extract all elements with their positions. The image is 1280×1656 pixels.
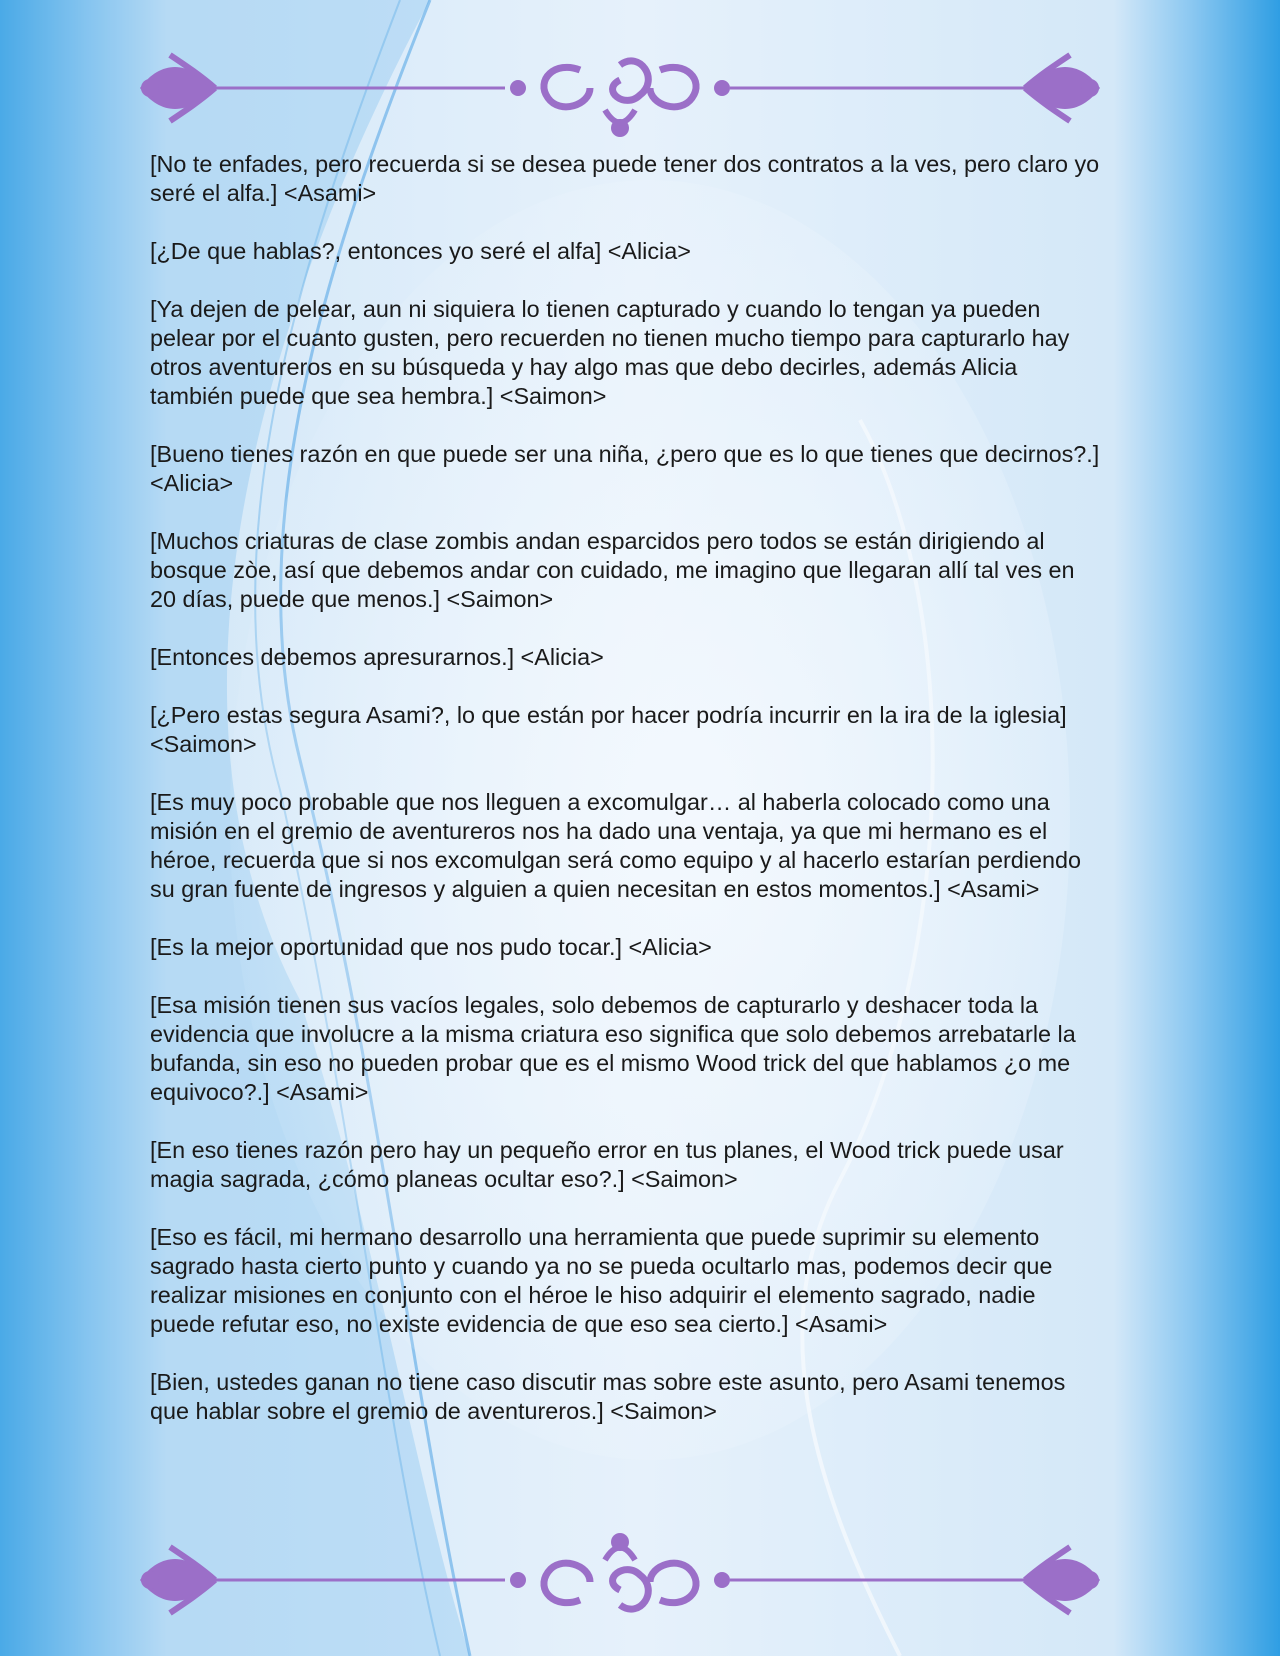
paragraph: [Bueno tienes razón en que puede ser una niña, ¿pero que es lo que tienes que decirnos?.] <Alicia> bbox=[150, 441, 1100, 496]
document-body bbox=[150, 150, 1100, 1455]
paragraph: [Eso es fácil, mi hermano desarrollo una herramienta que puede suprimir su elemento sagrado hasta cierto punto y cuando ya no se pueda ocultarlo mas, podemos decir que realizar misiones en conjunto con el héroe le hiso adquirir el elemento sagrado, nadie puede refutar eso, no existe evidencia de que eso sea cierto.] <Asami> bbox=[150, 1224, 1053, 1337]
paragraph: [¿De que hablas?, entonces yo seré el alfa] <Alicia> bbox=[150, 238, 691, 264]
paragraph: [Esa misión tienen sus vacíos legales, solo debemos de capturarlo y deshacer toda la evidencia que involucre a la misma criatura eso significa que solo debemos arrebatarle la bufanda, sin eso no pueden probar que es el mismo Wood trick del que hablamos ¿o me equivoco?.] <Asami> bbox=[150, 992, 1076, 1105]
paragraph: [Entonces debemos apresurarnos.] <Alicia> bbox=[150, 644, 604, 670]
paragraph: [En eso tienes razón pero hay un pequeño error en tus planes, el Wood trick puede usar magia sagrada, ¿cómo planeas ocultar eso?.] <Saimon> bbox=[150, 1137, 1064, 1192]
paragraph: [Ya dejen de pelear, aun ni siquiera lo tienen capturado y cuando lo tengan ya pueden pelear por el cuanto gusten, pero recuerden no tienen mucho tiempo para capturarlo hay otros aventureros en su búsqueda y hay algo mas que debo decirles, además Alicia también puede que sea hembra.] <Saimon> bbox=[150, 296, 1070, 409]
paragraph: [No te enfades, pero recuerda si se desea puede tener dos contratos a la ves, pero claro yo seré el alfa.] <Asami> bbox=[150, 151, 1100, 206]
bottom-ornament bbox=[0, 1530, 1280, 1640]
flourish-ornament bbox=[140, 55, 1100, 137]
scroll-divider bbox=[140, 1533, 1100, 1613]
paragraph: [Bien, ustedes ganan no tiene caso discutir mas sobre este asunto, pero Asami tenemos que hablar sobre el gremio de aventureros.] <Saimon> bbox=[150, 1369, 1066, 1424]
paragraph: [Es la mejor oportunidad que nos pudo tocar.] <Alicia> bbox=[150, 934, 712, 960]
paragraph: [¿Pero estas segura Asami?, lo que están por hacer podría incurrir en la ira de la iglesia] <Saimon> bbox=[150, 702, 1067, 757]
top-ornament bbox=[0, 40, 1280, 150]
paragraph: [Es muy poco probable que nos lleguen a excomulgar… al haberla colocado como una misión en el gremio de aventureros nos ha dado una ventaja, ya que mi hermano es el héroe, recuerda que si nos excomulgan será como equipo y al hacerlo estarían perdiendo su gran fuente de ingresos y alguien a quien necesitan en estos momentos.] <Asami> bbox=[150, 789, 1081, 902]
paragraph: [Muchos criaturas de clase zombis andan esparcidos pero todos se están dirigiendo al bosque zòe, así que debemos andar con cuidado, me imagino que llegaran allí tal ves en 20 días, puede que menos.] <Saimon> bbox=[150, 528, 1075, 612]
